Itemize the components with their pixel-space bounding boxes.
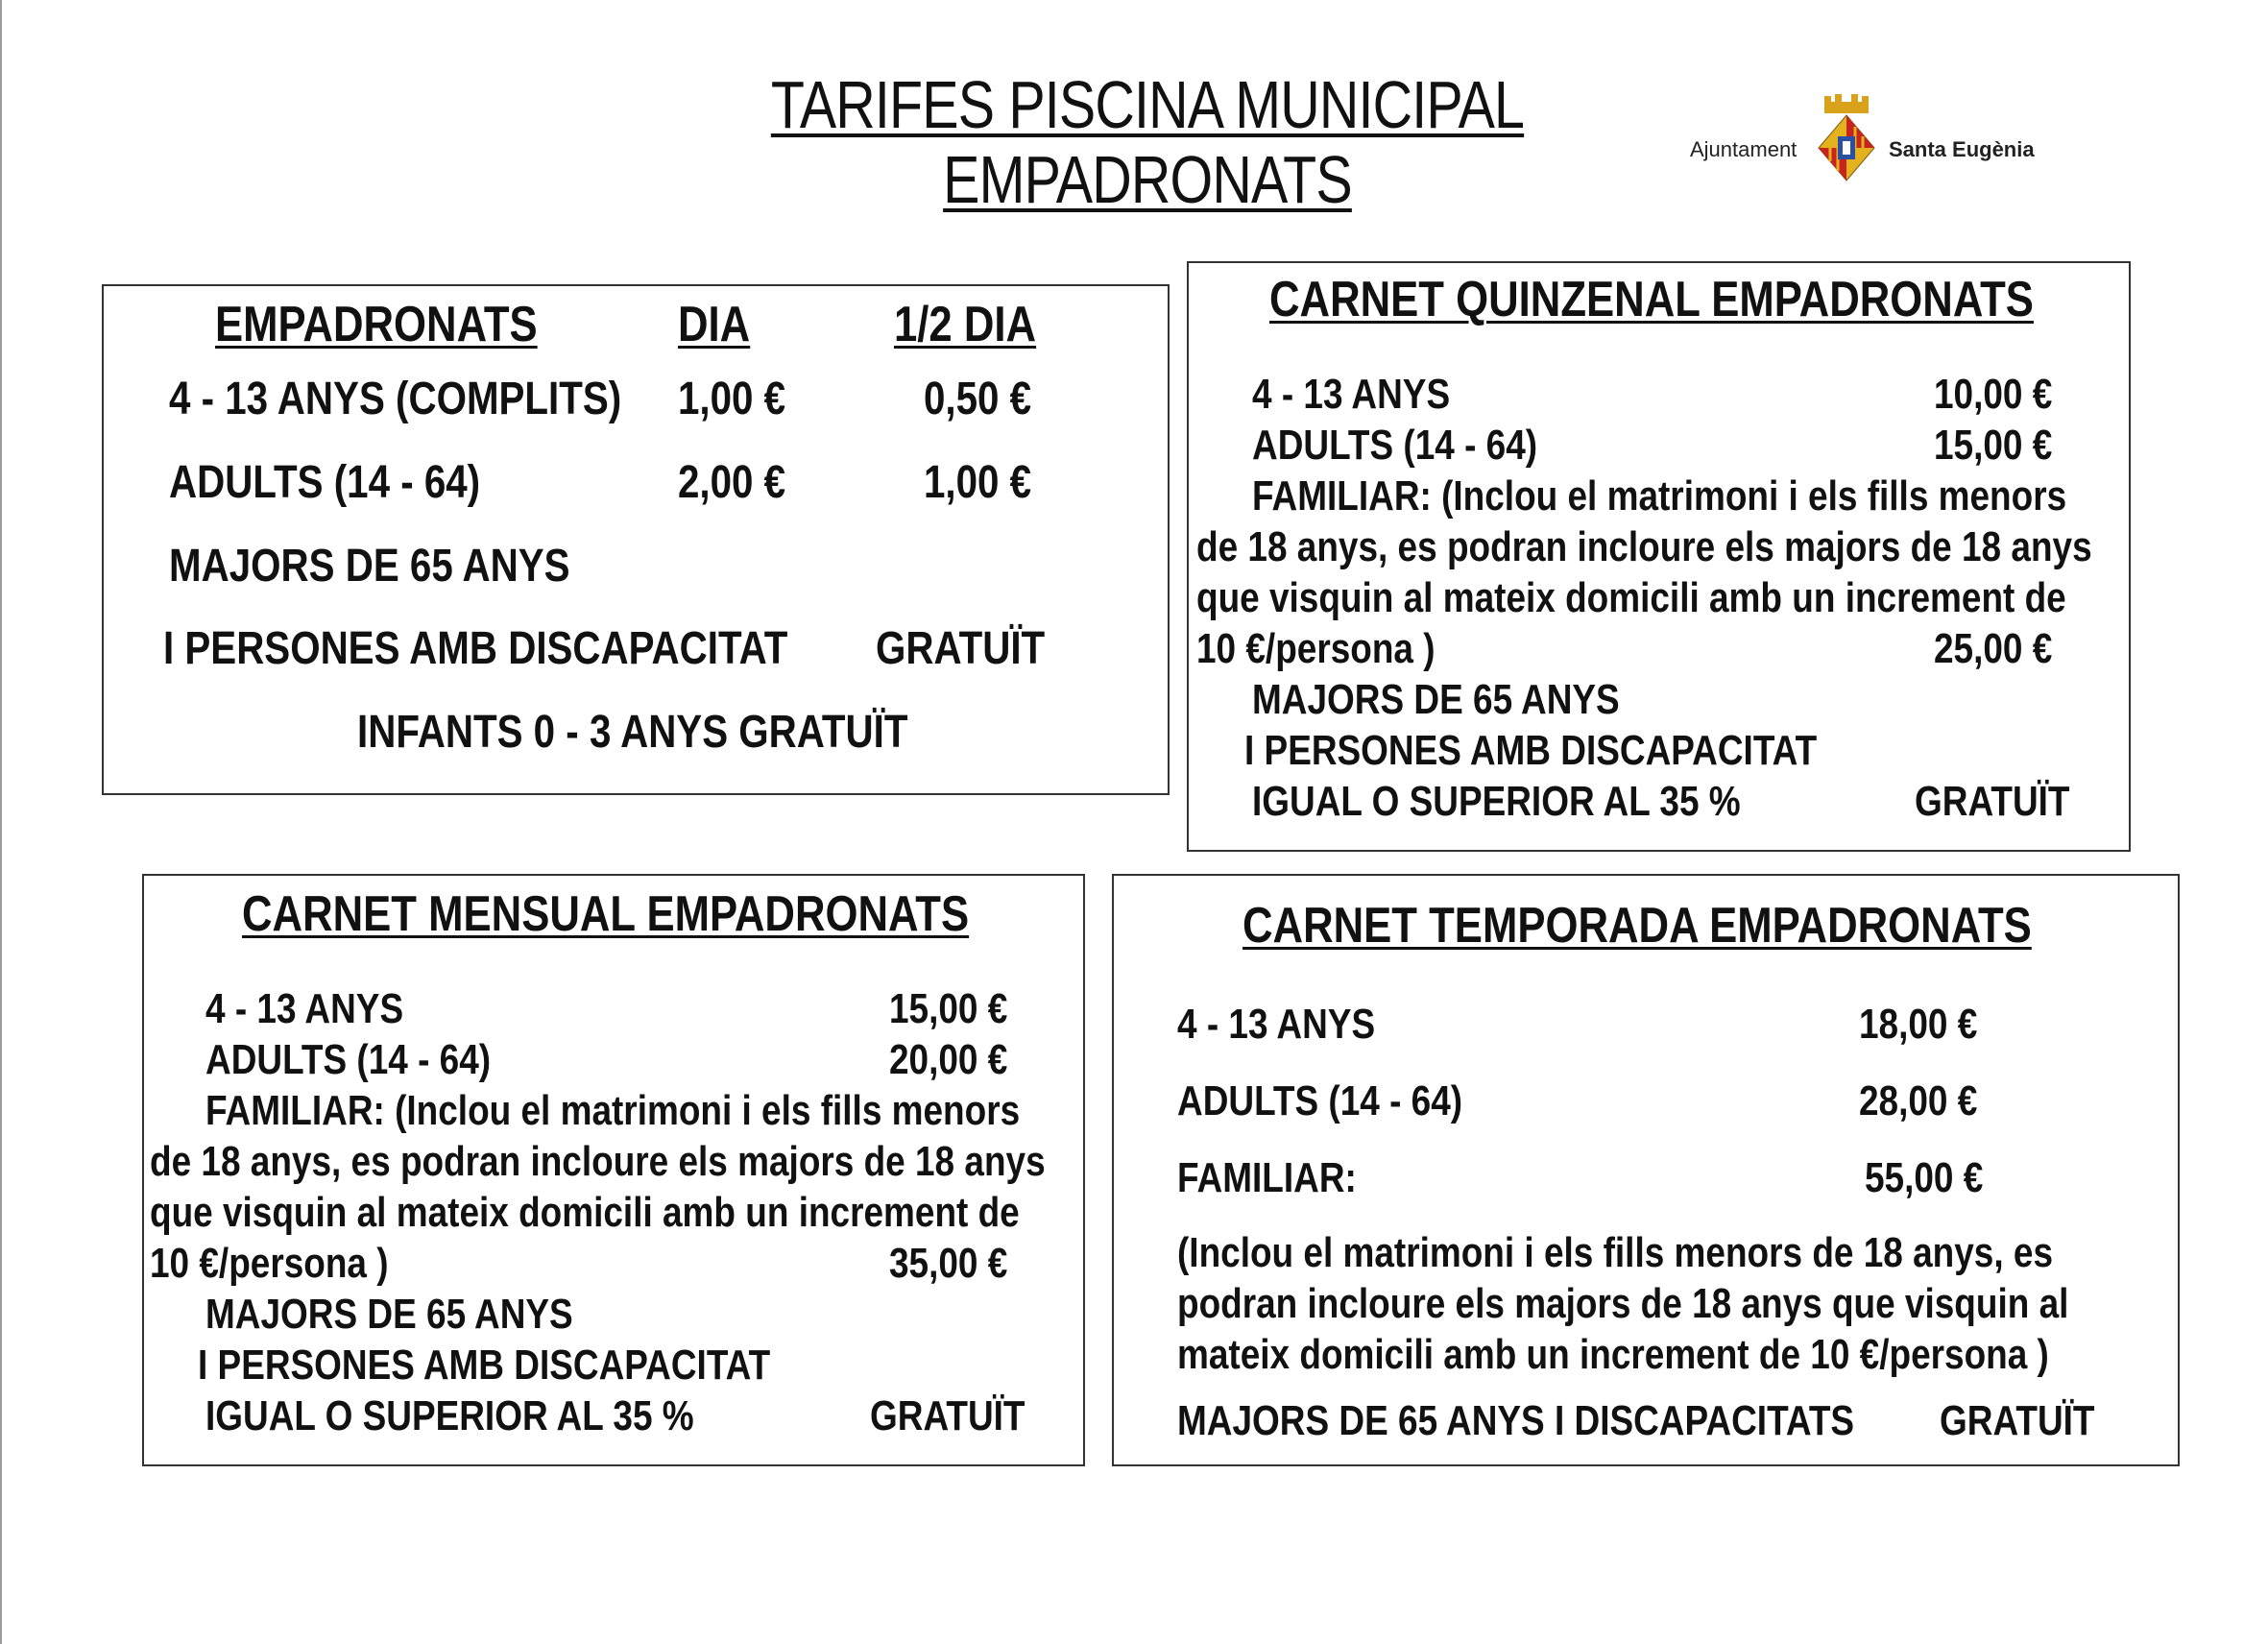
quinzenal-family-line-1: FAMILIAR: (Inclou el matrimoni i els fills menors xyxy=(1252,472,2067,520)
quinzenal-family-line-2: de 18 anys, es podran incloure els majors de 18 anys xyxy=(1196,523,2092,570)
municipality-logo xyxy=(1690,94,2055,190)
row-kids-dia: 1,00 € xyxy=(678,374,786,424)
quinzenal-family-line-3: que visquin al mateix domicili amb un increment de xyxy=(1196,574,2066,621)
quinzenal-family-line-4: 10 €/persona ) xyxy=(1196,625,1436,672)
row-disability-label: I PERSONES AMB DISCAPACITAT xyxy=(163,623,788,674)
temporada-note-line-2: podran incloure els majors de 18 anys que visquin al xyxy=(1177,1280,2069,1327)
quinzenal-adults-price: 15,00 € xyxy=(1934,422,2053,469)
row-kids-half: 0,50 € xyxy=(924,374,1032,424)
temporada-seniors-label: MAJORS DE 65 ANYS I DISCAPACITATS xyxy=(1177,1397,1855,1444)
daily-rates-box xyxy=(102,284,1170,795)
mensual-kids-label: 4 - 13 ANYS xyxy=(205,985,404,1032)
mensual-family-line-2: de 18 anys, es podran incloure els majors de 18 anys xyxy=(150,1138,1046,1185)
temporada-family-price: 55,00 € xyxy=(1865,1154,1984,1201)
infants-free-note: INFANTS 0 - 3 ANYS GRATUÏT xyxy=(357,707,908,758)
page-edge xyxy=(0,0,2,1644)
temporada-family-label: FAMILIAR: xyxy=(1177,1154,1357,1201)
page-title xyxy=(679,67,1616,217)
row-adults-dia: 2,00 € xyxy=(678,457,786,508)
quinzenal-seniors-price: GRATUÏT xyxy=(1915,778,2070,825)
mensual-seniors-line-2: I PERSONES AMB DISCAPACITAT xyxy=(198,1342,771,1389)
row-kids-label: 4 - 13 ANYS (COMPLITS) xyxy=(169,374,622,424)
temporada-kids-label: 4 - 13 ANYS xyxy=(1177,1001,1376,1048)
quinzenal-seniors-line-3: IGUAL O SUPERIOR AL 35 % xyxy=(1252,778,1741,825)
temporada-title: CARNET TEMPORADA EMPADRONATS xyxy=(1243,898,2032,954)
monthly-pass-box xyxy=(142,874,1085,1466)
row-disability-value: GRATUÏT xyxy=(876,623,1046,674)
quinzenal-title: CARNET QUINZENAL EMPADRONATS xyxy=(1269,272,2034,327)
row-adults-half: 1,00 € xyxy=(924,457,1032,508)
temporada-adults-label: ADULTS (14 - 64) xyxy=(1177,1077,1463,1124)
mensual-family-line-4: 10 €/persona ) xyxy=(150,1240,389,1287)
season-pass-box xyxy=(1112,874,2180,1466)
temporada-seniors-price: GRATUÏT xyxy=(1940,1397,2095,1444)
temporada-note-line-3: mateix domicili amb un increment de 10 €/persona ) xyxy=(1177,1331,2049,1378)
quinzenal-seniors-line-1: MAJORS DE 65 ANYS xyxy=(1252,676,1620,723)
col-header-empadronats: EMPADRONATS xyxy=(215,297,538,352)
col-header-half-day: 1/2 DIA xyxy=(894,297,1037,352)
quinzenal-adults-label: ADULTS (14 - 64) xyxy=(1252,422,1538,469)
mensual-title: CARNET MENSUAL EMPADRONATS xyxy=(242,886,970,942)
row-seniors-label: MAJORS DE 65 ANYS xyxy=(169,541,570,592)
quinzenal-kids-price: 10,00 € xyxy=(1934,371,2053,418)
quinzenal-seniors-line-2: I PERSONES AMB DISCAPACITAT xyxy=(1244,727,1818,774)
temporada-kids-price: 18,00 € xyxy=(1859,1001,1978,1048)
mensual-family-price: 35,00 € xyxy=(889,1240,1008,1287)
temporada-note-line-1: (Inclou el matrimoni i els fills menors de 18 anys, es xyxy=(1177,1229,2054,1276)
mensual-adults-price: 20,00 € xyxy=(889,1036,1008,1083)
quinzenal-kids-label: 4 - 13 ANYS xyxy=(1252,371,1451,418)
col-header-dia: DIA xyxy=(678,297,751,352)
coat-of-arms-icon xyxy=(1817,94,1876,182)
mensual-seniors-line-1: MAJORS DE 65 ANYS xyxy=(205,1291,573,1338)
quinzenal-pass-box xyxy=(1187,261,2131,852)
row-adults-label: ADULTS (14 - 64) xyxy=(169,457,481,508)
title-line-2: EMPADRONATS xyxy=(943,142,1352,217)
logo-text-santa-eugenia: Santa Eugènia xyxy=(1889,137,2035,161)
temporada-adults-price: 28,00 € xyxy=(1859,1077,1978,1124)
mensual-seniors-line-3: IGUAL O SUPERIOR AL 35 % xyxy=(205,1392,694,1439)
mensual-adults-label: ADULTS (14 - 64) xyxy=(205,1036,492,1083)
mensual-seniors-price: GRATUÏT xyxy=(870,1392,1025,1439)
title-line-1: TARIFES PISCINA MUNICIPAL xyxy=(770,67,1525,142)
mensual-family-line-1: FAMILIAR: (Inclou el matrimoni i els fills menors xyxy=(205,1087,1021,1134)
mensual-family-line-3: que visquin al mateix domicili amb un increment de xyxy=(150,1189,1020,1236)
logo-text-ajuntament: Ajuntament xyxy=(1690,137,1798,161)
mensual-kids-price: 15,00 € xyxy=(889,985,1008,1032)
quinzenal-family-price: 25,00 € xyxy=(1934,625,2053,672)
